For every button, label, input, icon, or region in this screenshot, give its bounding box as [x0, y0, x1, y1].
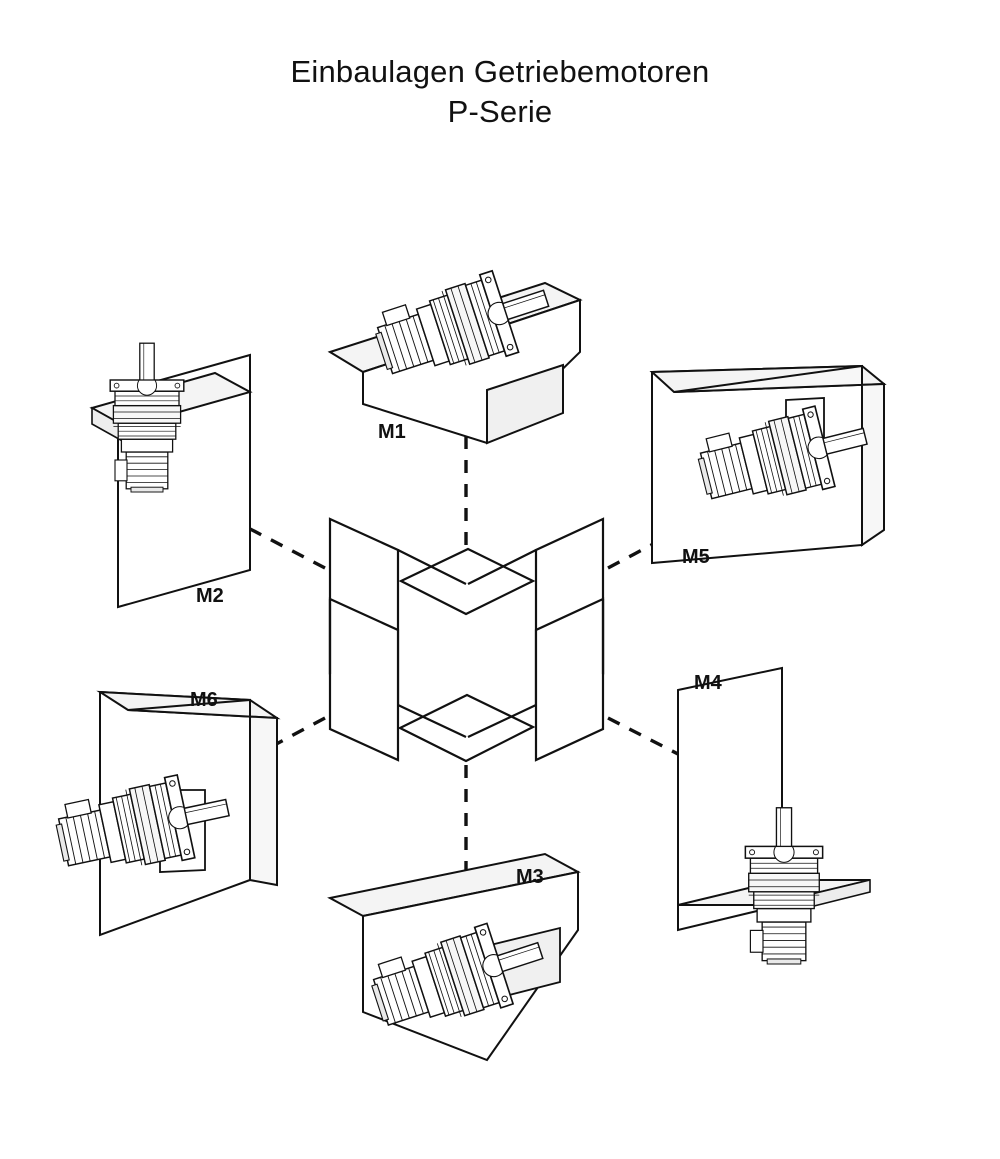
label-m2: M2	[196, 585, 224, 607]
label-m5: M5	[682, 546, 710, 568]
label-m3: M3	[516, 866, 544, 888]
position-m4	[678, 668, 870, 964]
title-line-1: Einbaulagen Getriebemotoren	[290, 54, 710, 89]
position-m1	[330, 258, 580, 443]
title-line-2: P-Serie	[447, 94, 553, 130]
label-m6: M6	[190, 689, 218, 711]
center-cube	[330, 519, 603, 761]
label-m1: M1	[378, 421, 406, 443]
cube-bottom-plate	[400, 695, 533, 761]
label-m4: M4	[694, 672, 722, 694]
cube-top-plate	[401, 549, 533, 614]
position-m5	[652, 366, 884, 563]
position-m2	[92, 343, 250, 607]
position-m6	[51, 692, 277, 935]
